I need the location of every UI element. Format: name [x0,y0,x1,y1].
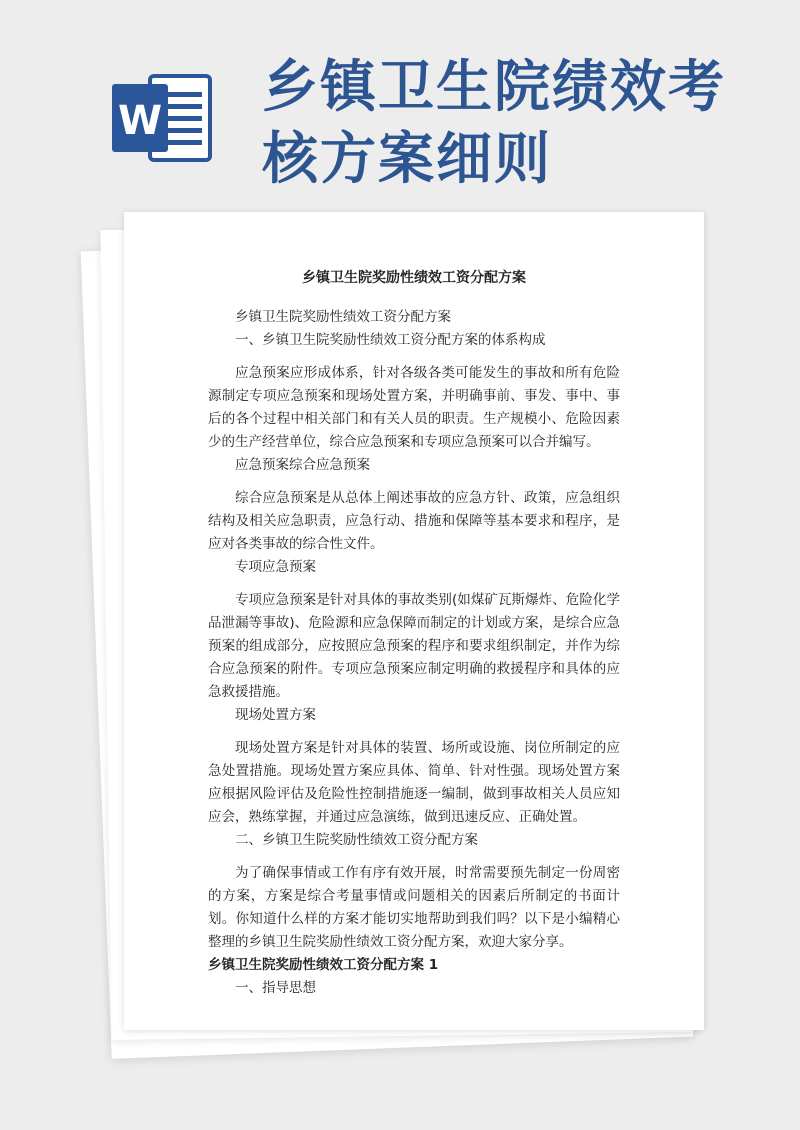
doc-heading-2: 二、乡镇卫生院奖励性绩效工资分配方案 [235,832,478,848]
doc-heading-1: 一、乡镇卫生院奖励性绩效工资分配方案的体系构成 [235,332,546,348]
doc-subheading: 现场处置方案 [235,707,316,723]
word-icon-letter: W [117,98,163,144]
doc-paragraph: 专项应急预案是针对具体的事故类别(如煤矿瓦斯爆炸、危险化学品泄漏等事故)、危险源和应急保障而制定的计划或方案，是综合应急预案的组成部分，应按照应急预案的程序和要求组织制定，并作为综合应急预案的附件。专项应急预案应制定明确的救援程序和具体的应急救援措施。 [208,592,620,700]
document-body [208,266,620,1000]
doc-paragraph: 为了确保事情或工作有序有效开展，时常需要预先制定一份周密的方案，方案是综合考量事情或问题相关的因素后所制定的书面计划。你知道什么样的方案才能切实地帮助到我们吗？以下是小编精心整理的乡镇卫生院奖励性绩效工资分配方案，欢迎大家分享。 [208,865,620,950]
doc-subheading: 专项应急预案 [235,559,316,575]
doc-section-title: 乡镇卫生院奖励性绩效工资分配方案 1 [208,957,439,973]
document-title: 乡镇卫生院奖励性绩效工资分配方案 [302,270,526,286]
doc-paragraph: 乡镇卫生院奖励性绩效工资分配方案 [235,309,451,325]
word-document-icon [110,70,214,166]
doc-heading-3: 一、指导思想 [235,980,316,996]
doc-paragraph: 现场处置方案是针对具体的装置、场所或设施、岗位所制定的应急处置措施。现场处置方案应具体、简单、针对性强。现场处置方案应根据风险评估及危险性控制措施逐一编制，做到事故相关人员应知应会，熟练掌握，并通过应急演练，做到迅速反应、正确处置。 [208,740,620,825]
doc-paragraph: 综合应急预案是从总体上阐述事故的应急方针、政策，应急组织结构及相关应急职责，应急行动、措施和保障等基本要求和程序，是应对各类事故的综合性文件。 [208,490,620,552]
doc-subheading: 应急预案综合应急预案 [235,457,370,473]
page-title: 乡镇卫生院绩效考核方案细则 [262,55,726,192]
doc-paragraph: 应急预案应形成体系，针对各级各类可能发生的事故和所有危险源制定专项应急预案和现场处置方案，并明确事前、事发、事中、事后的各个过程中相关部门和有关人员的职责。生产规模小、危险因素少的生产经营单位，综合应急预案和专项应急预案可以合并编写。 [208,365,620,450]
